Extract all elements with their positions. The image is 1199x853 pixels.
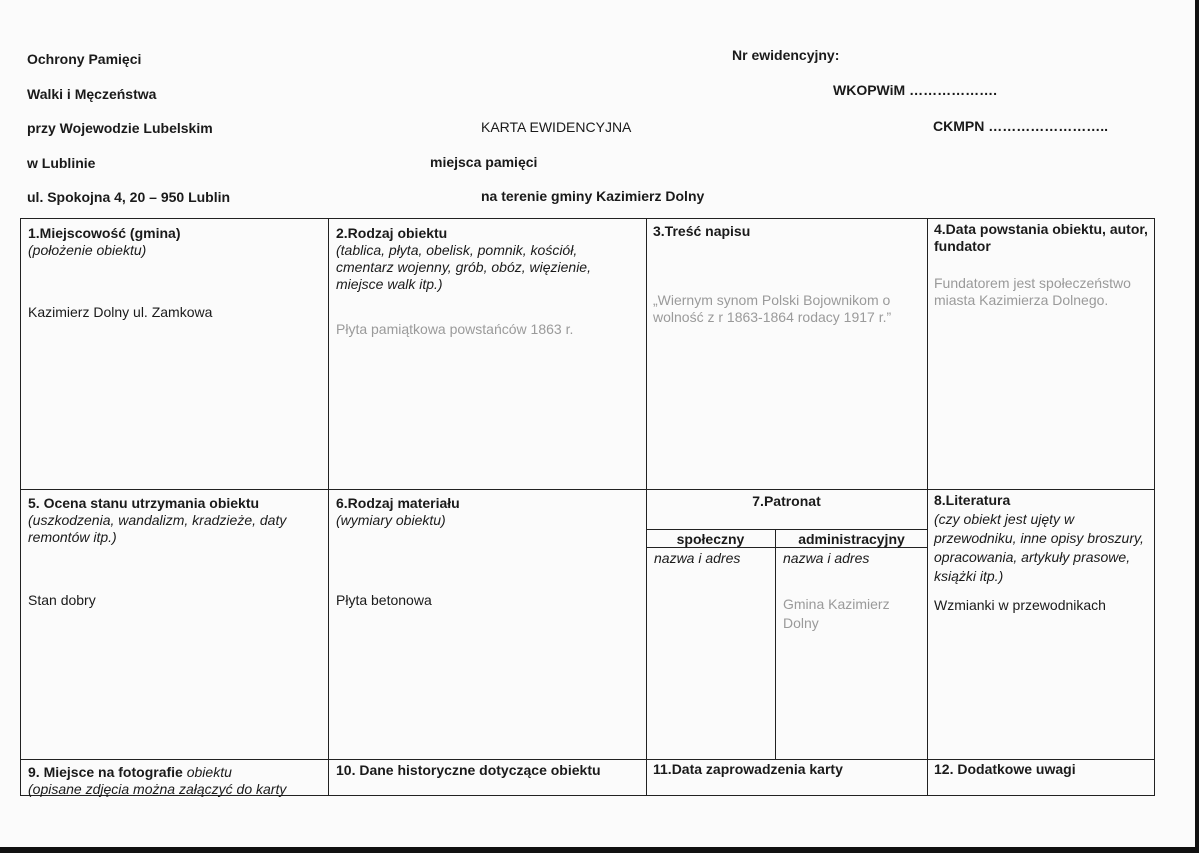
section-12 — [934, 761, 1150, 778]
section-12-title: 12. Dodatkowe uwagi — [934, 761, 1076, 777]
section-10-title: 10. Dane historyczne dotyczące obiektu — [336, 762, 601, 778]
card-title: KARTA EWIDENCYJNA — [481, 119, 632, 135]
section-7-col2-hint: nazwa i adres — [783, 550, 870, 566]
section-1 — [28, 225, 320, 321]
wkopwim-field — [833, 82, 997, 98]
section-2-value: Płyta pamiątkowa powstańców 1863 r. — [336, 321, 574, 337]
ckmpn-dots: …………………….. — [988, 118, 1109, 134]
org-line-1: Ochrony Pamięci — [27, 51, 142, 67]
section-3 — [653, 223, 921, 326]
scan-edge-right — [1195, 0, 1199, 853]
section-6-title: 6.Rodzaj materiału — [336, 495, 460, 511]
org-line-2: Walki i Męczeństwa — [27, 86, 157, 102]
section-6-hint: (wymiary obiektu) — [336, 512, 446, 528]
section-9-title-line — [28, 764, 326, 781]
ckmpn-field — [933, 118, 1108, 134]
section-8-hint: (czy obiekt jest ujęty w przewodniku, inne opisy broszury, opracowania, artykuły prasowe, książki itp.) — [934, 511, 1144, 584]
section-9-title-italic: obiektu — [186, 764, 232, 780]
section-5-hint: (uszkodzenia, wandalizm, kradzieże, daty remontów itp.) — [28, 512, 287, 545]
grid-line — [21, 759, 1154, 760]
section-5-value: Stan dobry — [28, 592, 96, 608]
grid-line — [927, 219, 928, 795]
section-3-title: 3.Treść napisu — [653, 223, 751, 239]
section-7-col1-title: społeczny — [676, 531, 745, 547]
section-9 — [28, 764, 326, 798]
section-2 — [336, 225, 636, 338]
org-line-4: w Lublinie — [27, 155, 96, 171]
grid-line — [646, 529, 927, 530]
org-line-5: ul. Spokojna 4, 20 – 950 Lublin — [27, 189, 231, 205]
section-10 — [336, 762, 641, 779]
nr-ewidencyjny-label: Nr ewidencyjny: — [732, 47, 840, 63]
wkopwim-label: WKOPWiM — [833, 82, 906, 98]
section-8-title: 8.Literatura — [934, 492, 1011, 508]
section-6 — [336, 495, 636, 609]
section-7-col2 — [783, 550, 921, 633]
grid-line — [775, 529, 776, 759]
section-4 — [934, 221, 1149, 309]
ckmpn-label: CKMPN — [933, 118, 985, 134]
section-5 — [28, 495, 324, 609]
section-7-title-cell — [646, 493, 927, 510]
section-6-value: Płyta betonowa — [336, 592, 432, 608]
scan-edge-bottom — [0, 847, 1199, 853]
section-11-title: 11.Data zaprowadzenia karty — [653, 761, 843, 777]
section-8 — [934, 491, 1150, 615]
section-3-value: „Wiernym synom Polski Bojownikom o wolność z r 1863-1864 rodacy 1917 r.” — [653, 292, 892, 325]
section-8-value: Wzmianki w przewodnikach — [934, 597, 1106, 613]
section-7-col1 — [654, 550, 772, 567]
card-subtitle: miejsca pamięci — [430, 154, 538, 170]
section-5-title: 5. Ocena stanu utrzymania obiektu — [28, 495, 260, 511]
section-1-value: Kazimierz Dolny ul. Zamkowa — [28, 304, 213, 320]
form-grid — [20, 218, 1155, 796]
grid-line — [21, 489, 1154, 490]
section-7-col1-hint: nazwa i adres — [654, 550, 741, 566]
section-2-title: 2.Rodzaj obiektu — [336, 225, 448, 241]
section-2-hint: (tablica, płyta, obelisk, pomnik, kościół, cmentarz wojenny, grób, obóz, więzienie, miejsce walk itp.) — [336, 242, 591, 292]
wkopwim-dots: ………………. — [909, 82, 997, 98]
section-7-col2-title: administracyjny — [798, 531, 905, 547]
section-7-col2-value: Gmina Kazimierz Dolny — [783, 596, 890, 631]
section-9-hint: (opisane zdjęcia można załączyć do karty — [28, 781, 287, 797]
section-7-col2-head — [776, 531, 927, 548]
grid-line — [328, 219, 329, 795]
section-11 — [653, 761, 921, 778]
org-line-3: przy Wojewodzie Lubelskim — [27, 120, 213, 136]
section-1-title: 1.Miejscowość (gmina) — [28, 225, 181, 241]
section-4-title: 4.Data powstania obiektu, autor, fundator — [934, 221, 1148, 254]
section-1-hint: (położenie obiektu) — [28, 242, 147, 258]
section-7-col1-head — [646, 531, 775, 548]
section-4-value: Fundatorem jest społeczeństwo miasta Kazimierza Dolnego. — [934, 275, 1131, 308]
section-9-title: 9. Miejsce na fotografie — [28, 764, 183, 780]
card-area: na terenie gminy Kazimierz Dolny — [481, 188, 705, 204]
section-7-title: 7.Patronat — [752, 493, 821, 509]
